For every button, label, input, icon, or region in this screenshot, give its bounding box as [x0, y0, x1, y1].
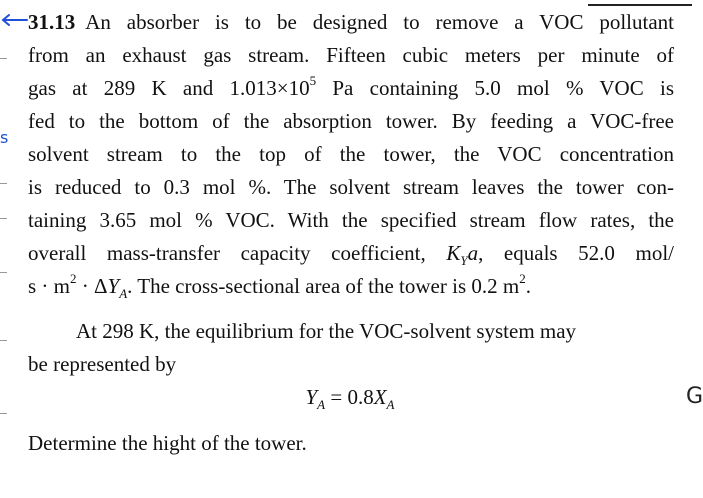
problem-line-7: taining 3.65 mol % VOC. With the specified stream flow rates, the [28, 208, 674, 232]
equilibrium-paragraph [28, 315, 678, 381]
problem-statement [28, 6, 678, 303]
question-text: Determine the hight of the tower. [28, 431, 307, 455]
problem-line-9: $s \cdot m^2 \cdot \Delta Y_A$. The cross-sectional area of the tower is 0.2 $m^2$. [28, 271, 531, 302]
left-arrow-icon [0, 14, 28, 26]
problem-line-3: gas at 289 K and $1.013\times 10^5$ Pa containing 5.0 mol % VOC is [28, 73, 674, 100]
problem-line-2: from an exhaust gas stream. Fifteen cubic meters per minute of [28, 43, 674, 67]
problem-line-4: fed to the bottom of the absorption tower. By feeding a VOC-free [28, 109, 674, 133]
problem-line-8: overall mass-transfer capacity coefficient, $K_Ya$, equals 52.0 mol/ [28, 241, 674, 269]
margin-tick [0, 218, 7, 219]
margin-tick [0, 183, 7, 184]
margin-tick [0, 340, 7, 341]
right-edge-letter: G [686, 384, 703, 409]
paragraph-line-1: At 298 K, the equilibrium for the VOC-solvent system may [76, 319, 577, 343]
paragraph-line-2: be represented by [28, 352, 177, 376]
problem-line-5: solvent stream to the top of the tower, the VOC concentration [28, 142, 674, 166]
equilibrium-equation: $Y_A = 0.8X_A$ [305, 385, 395, 413]
margin-tick [0, 272, 7, 273]
problem-line-6: is reduced to 0.3 mol %. The solvent stream leaves the tower con- [28, 175, 674, 199]
problem-line-1: 31.13 An absorber is to be designed to remove a VOC pollutant [28, 10, 674, 34]
margin-mark: s [0, 128, 9, 147]
margin-tick [0, 58, 7, 59]
problem-number: 31.13 [28, 10, 76, 34]
